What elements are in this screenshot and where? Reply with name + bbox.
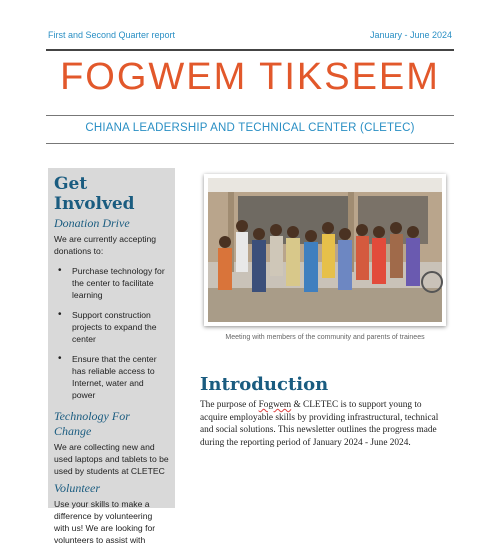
technology-text: We are collecting new and used laptops and tablets to be used by students at CLETEC <box>54 442 169 476</box>
title-divider <box>46 115 454 116</box>
community-photo <box>204 174 446 326</box>
sidebar-title: Get Involved <box>54 174 135 214</box>
report-period: January - June 2024 <box>369 30 452 40</box>
intro-text-part: & CLETEC is to support young to acquire employable skills by providing infrastructural, technical and social solutions. This newsletter outlines the progress made during the reporting period of January 2024 - June 2024. <box>200 400 439 448</box>
donation-heading: Donation Drive <box>54 216 130 230</box>
volunteer-text: Use your skills to make a difference by volunteering with us! We are looking for volunteers to assist with <box>54 499 156 545</box>
get-involved-sidebar <box>48 168 175 545</box>
intro-fogwem-word: Fogwem <box>258 400 292 410</box>
donation-list <box>54 265 169 401</box>
header-divider <box>46 49 454 51</box>
organization-name: CHIANA LEADERSHIP AND TECHNICAL CENTER (CLETEC) <box>85 122 415 134</box>
community-photo-image <box>208 178 442 322</box>
technology-heading: Technology For Change <box>54 409 130 438</box>
report-label: First and Second Quarter report <box>48 30 176 40</box>
list-item: • Ensure that the center has reliable access to Internet, water and power <box>54 353 169 401</box>
list-item: • Purchase technology for the center to facilitate learning <box>54 265 169 301</box>
intro-text-part: The purpose of <box>200 400 259 410</box>
newsletter-title: FOGWEM TIKSEEM <box>60 56 440 98</box>
introduction-heading: Introduction <box>200 374 329 395</box>
introduction-paragraph <box>200 399 450 449</box>
list-item: • Support construction projects to expand the center <box>54 309 169 345</box>
subtitle-divider <box>46 143 454 144</box>
volunteer-heading: Volunteer <box>54 481 100 495</box>
donation-intro: We are currently accepting donations to: <box>54 234 157 256</box>
photo-caption: Meeting with members of the community and parents of trainees <box>225 334 425 341</box>
report-header <box>46 30 454 50</box>
